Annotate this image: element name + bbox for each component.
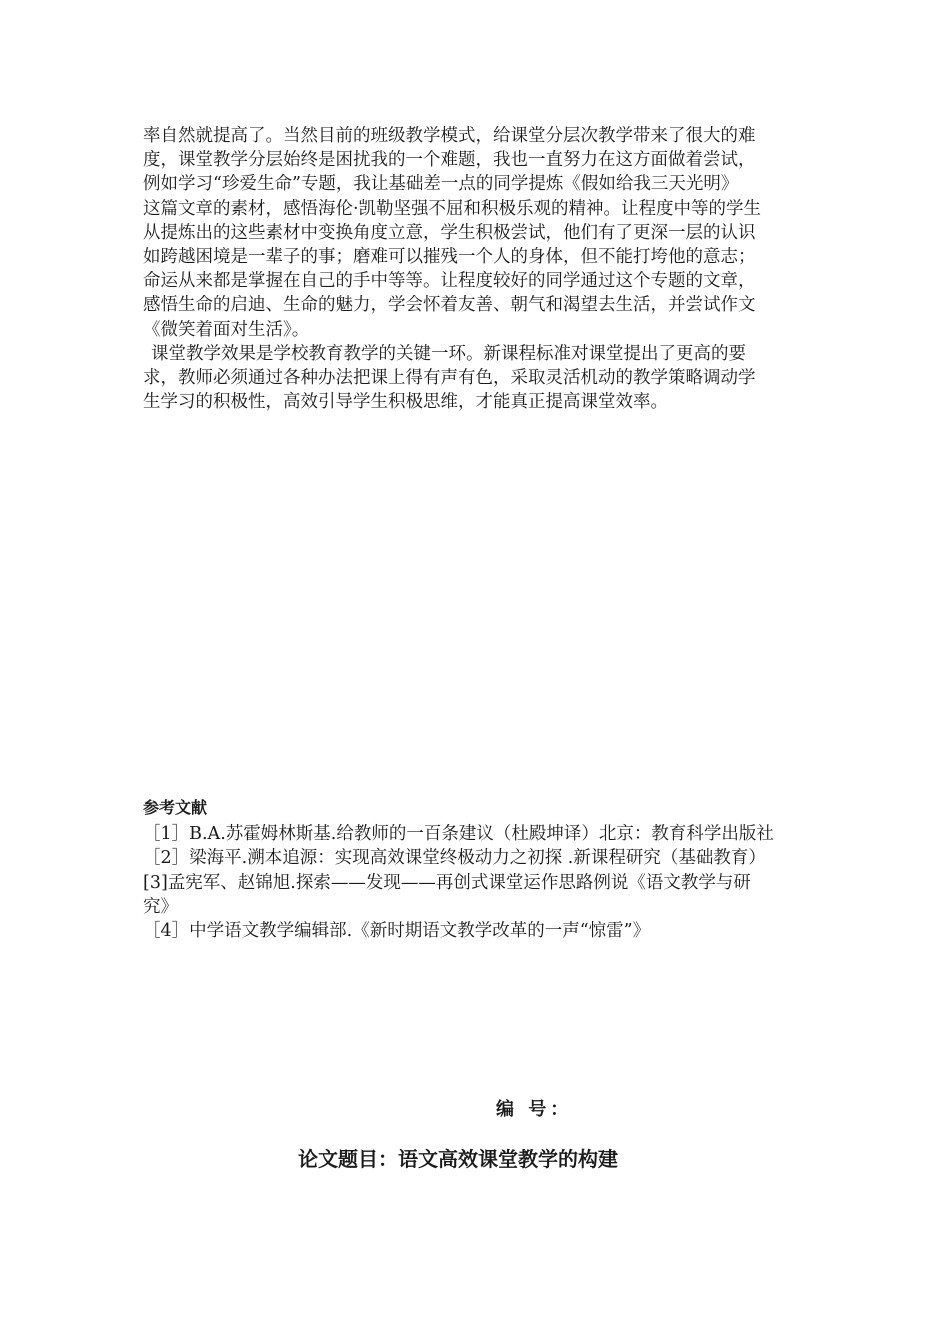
- body-paragraphs: [143, 124, 811, 414]
- body-line: 课堂教学效果是学校教育教学的关键一环。新课程标准对课堂提出了更高的要: [151, 343, 746, 364]
- reference-item: ［1］B.A.苏霍姆林斯基.给教师的一百条建议（杜殿坤译）北京：教育科学出版社: [143, 824, 774, 845]
- body-line: 例如学习“珍爱生命”专题，我让基础差一点的同学提炼《假如给我三天光明》: [143, 174, 739, 195]
- references-heading: 参考文献: [143, 798, 208, 817]
- reference-item: ［4］中学语文教学编辑部.《新时期语文教学改革的一声“惊雷”》: [143, 921, 651, 942]
- body-line: 求，教师必须通过各种办法把课上得有声有色，采取灵活机动的教学策略调动学: [143, 368, 756, 389]
- body-line: 从提炼出的这些素材中变换角度立意，学生积极尝试，他们有了更深一层的认识: [143, 222, 756, 243]
- serial-number-label: 编 号：: [496, 1099, 573, 1120]
- body-line: 如跨越困境是一辈子的事；磨难可以摧残一个人的身体，但不能打垮他的意志；: [143, 247, 756, 268]
- references-section: [143, 796, 823, 943]
- reference-item: 究》: [143, 896, 178, 917]
- reference-item: [3]孟宪军、赵锦旭.探索——发现——再创式课堂运作思路例说《语文教学与研: [143, 872, 751, 893]
- reference-item: ［2］梁海平.溯本追源：实现高效课堂终极动力之初探 .新课程研究（基础教育）: [143, 848, 766, 869]
- thesis-title: 论文题目：语文高效课堂教学的构建: [298, 1147, 618, 1171]
- body-line: 《微笑着面对生活》。: [143, 319, 310, 340]
- body-line: 生学习的积极性，高效引导学生积极思维，才能真正提高课堂效率。: [143, 392, 668, 413]
- body-line: 感悟生命的启迪、生命的魅力，学会怀着友善、朝气和渴望去生活，并尝试作文: [143, 295, 756, 316]
- body-line: 命运从来都是掌握在自己的手中等等。让程度较好的同学通过这个专题的文章，: [143, 271, 756, 292]
- body-line: 率自然就提高了。当然目前的班级教学模式，给课堂分层次教学带来了很大的难: [143, 126, 756, 146]
- body-line: 度，课堂教学分层始终是困扰我的一个难题，我也一直努力在这方面做着尝试，: [143, 150, 756, 171]
- body-line: 这篇文章的素材，感悟海伦·凯勒坚强不屈和积极乐观的精神。让程度中等的学生: [143, 198, 762, 219]
